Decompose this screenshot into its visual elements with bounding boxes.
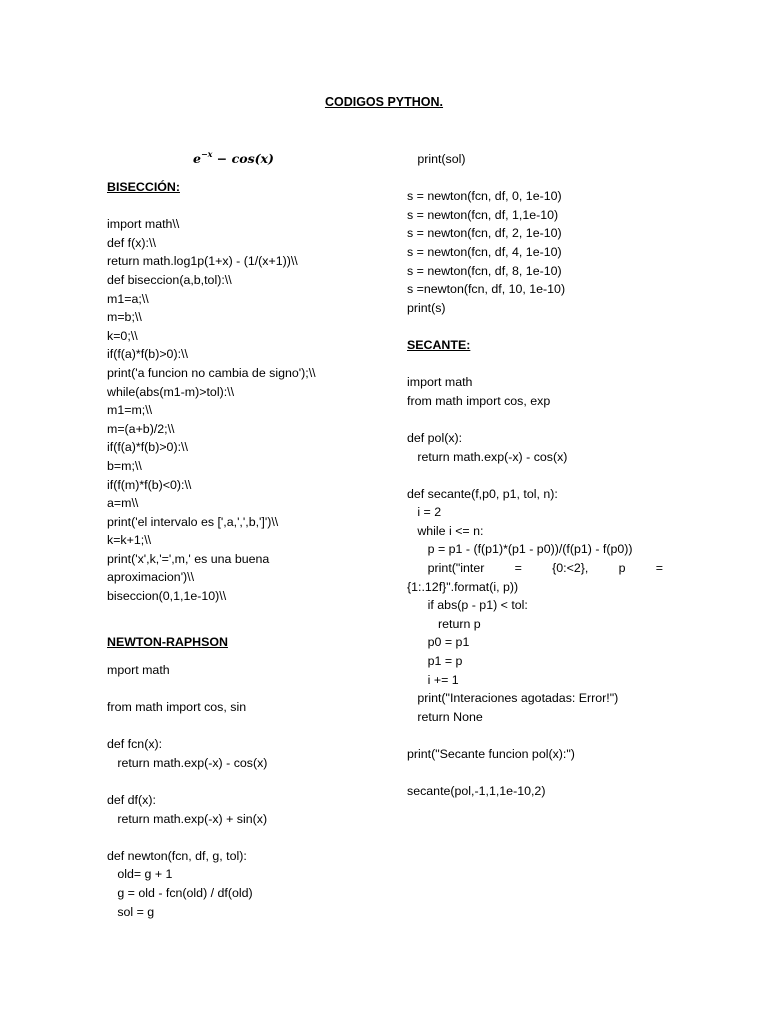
code-line: def secante(f,p0, p1, tol, n):: [407, 486, 558, 501]
code-line: print("Secante funcion pol(x):"): [407, 747, 575, 761]
code-block-biseccion: [107, 215, 387, 605]
code-line: i += 1: [407, 672, 459, 687]
code-line: def pol(x):: [407, 430, 463, 445]
code-line: return math.exp(-x) - cos(x): [107, 755, 268, 770]
code-line: b=m;\\: [107, 458, 142, 473]
section-heading-newton: NEWTON-RAPHSON: [107, 635, 228, 650]
code-line: s =newton(fcn, df, 10, 1e-10): [407, 282, 566, 297]
code-line: def biseccion(a,b,tol):\\: [107, 272, 232, 287]
code-line: from math import cos, exp: [407, 393, 551, 408]
code-line: if abs(p - p1) < tol:: [407, 598, 528, 613]
formula-func: cos(x): [231, 151, 274, 166]
formula-exponent: −x: [200, 149, 213, 159]
code-line: return math.exp(-x) + sin(x): [107, 811, 268, 826]
code-fragment: print("inter: [407, 561, 485, 576]
code-line: print('el intervalo es [',a,',',b,']')\\: [107, 514, 279, 529]
code-line: return math.exp(-x) - cos(x): [407, 449, 568, 464]
code-line: biseccion(0,1,1e-10)\\: [107, 589, 227, 604]
section-heading-secante: SECANTE:: [407, 337, 471, 352]
code-line: aproximacion')\\: [107, 570, 195, 585]
code-fragment: p: [618, 561, 626, 576]
code-line: def df(x):: [107, 793, 156, 807]
code-line: def fcn(x):: [107, 737, 163, 752]
code-line: p0 = p1: [407, 635, 470, 650]
code-line: if(f(m)*f(b)<0):\\: [107, 477, 192, 492]
code-line: import math: [407, 375, 473, 390]
section-heading-biseccion: BISECCIÓN:: [107, 180, 180, 194]
code-fragment: =: [655, 561, 663, 576]
code-line: return math.log1p(1+x) - (1/(x+1))\\: [107, 254, 298, 269]
code-line: s = newton(fcn, df, 8, 1e-10): [407, 263, 562, 278]
code-line: p = p1 - (f(p1)*(p1 - p0))/(f(p1) - f(p0)): [407, 542, 633, 557]
code-line: while(abs(m1-m)>tol):\\: [107, 384, 235, 399]
code-line: m1=a;\\: [107, 291, 149, 306]
formula-minus: −: [212, 151, 232, 166]
right-column: [407, 150, 667, 801]
code-line: s = newton(fcn, df, 1,1e-10): [407, 207, 559, 222]
code-line: print('a funcion no cambia de signo');\\: [107, 365, 316, 380]
code-line: print('x',k,'=',m,' es una buena: [107, 551, 270, 566]
code-line: k=0;\\: [107, 328, 138, 343]
code-line: k=k+1;\\: [107, 533, 152, 548]
code-line: if(f(a)*f(b)>0):\\: [107, 347, 188, 362]
code-fragment: {0:<2},: [552, 561, 589, 576]
code-line: s = newton(fcn, df, 0, 1e-10): [407, 189, 562, 204]
code-line: m1=m;\\: [107, 403, 153, 418]
code-line: while i <= n:: [407, 523, 484, 538]
code-line: m=b;\\: [107, 310, 142, 325]
formula-base: e: [193, 151, 201, 166]
code-line: if(f(a)*f(b)>0):\\: [107, 440, 188, 455]
page-title: CODIGOS PYTHON.: [324, 95, 444, 109]
code-line: {1:.12f}".format(i, p)): [407, 579, 519, 594]
code-line: s = newton(fcn, df, 2, 1e-10): [407, 226, 562, 241]
code-line: secante(pol,-1,1,1e-10,2): [407, 784, 546, 799]
code-fragment: =: [514, 561, 522, 576]
formula: [193, 149, 274, 166]
code-line: m=(a+b)/2;\\: [107, 421, 175, 436]
code-line: def newton(fcn, df, g, tol):: [107, 848, 247, 863]
code-line: return p: [407, 616, 481, 631]
left-column: [107, 178, 387, 921]
code-line: print("Interaciones agotadas: Error!"): [407, 691, 619, 706]
code-line: g = old - fcn(old) / df(old): [107, 885, 253, 900]
code-line: s = newton(fcn, df, 4, 1e-10): [407, 244, 562, 259]
code-line: print(s): [407, 300, 446, 315]
code-line: sol = g: [107, 904, 155, 919]
code-line: print(sol): [407, 152, 466, 166]
code-line: a=m\\: [107, 496, 139, 511]
code-line-justified: [407, 559, 663, 578]
code-line: import math\\: [107, 217, 180, 232]
code-line: from math import cos, sin: [107, 700, 247, 715]
code-line: i = 2: [407, 505, 442, 520]
code-line: mport math: [107, 662, 170, 677]
code-line: p1 = p: [407, 654, 463, 669]
code-line: return None: [407, 709, 483, 724]
code-line: def f(x):\\: [107, 235, 156, 250]
code-line: old= g + 1: [107, 867, 173, 882]
